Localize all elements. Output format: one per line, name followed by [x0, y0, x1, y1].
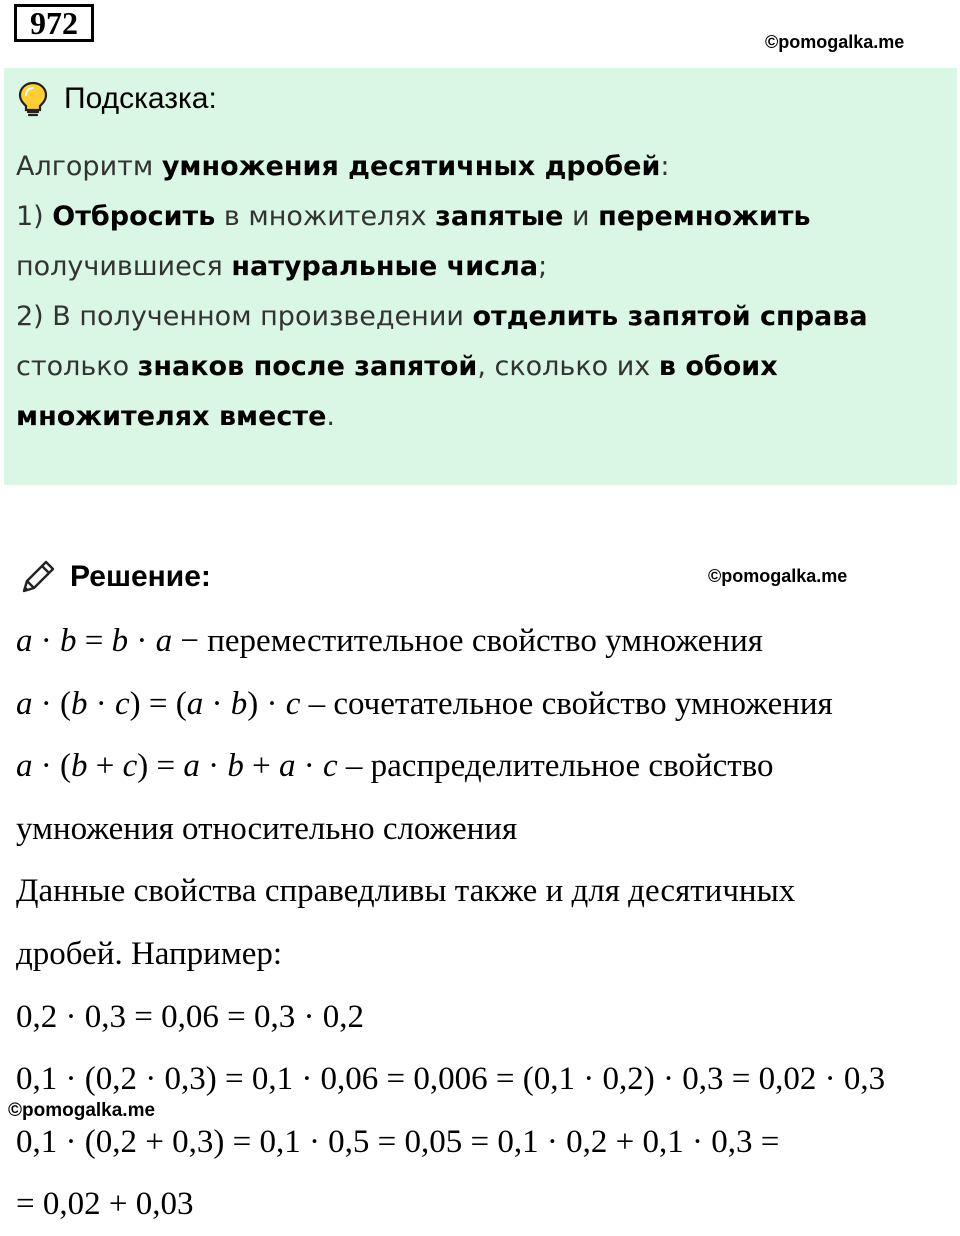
text-run: – распределительное свойство	[337, 748, 774, 785]
math-variable: b	[70, 685, 88, 722]
lightbulb-icon	[18, 81, 48, 117]
math-variable: a	[16, 623, 33, 659]
text-run: ) = (	[129, 685, 187, 722]
math-variable: a	[186, 685, 204, 722]
text-run: ) ·	[247, 685, 286, 722]
text-run: Данные свойства справедливы также и для десятичных	[16, 873, 796, 910]
emphasis-text: Отбросить	[52, 201, 216, 232]
text-run: 2) В полученном произведении	[16, 301, 473, 332]
math-variable: a	[16, 685, 33, 722]
text-run: ·	[32, 623, 60, 659]
text-run: 0,1 · (0,2 · 0,3) = 0,1 · 0,06 = 0,006 = (0,1 · 0,2) · 0,3 = 0,02 · 0,3	[16, 1061, 886, 1098]
watermark-bottom: ©pomogalka.me	[8, 1100, 156, 1121]
math-variable: c	[285, 685, 301, 722]
text-run: дробей. Например:	[16, 935, 283, 972]
watermark-middle: ©pomogalka.me	[708, 566, 848, 586]
solution-line	[16, 673, 956, 736]
emphasis-text: в обоих	[658, 351, 778, 382]
text-run: = 0,02 + 0,03	[16, 1186, 194, 1223]
hint-line	[16, 142, 916, 192]
emphasis-text: запятые	[435, 201, 564, 232]
solution-header	[18, 554, 211, 600]
text-run: получившиеся	[16, 251, 232, 282]
text-run: , сколько их	[477, 351, 659, 382]
solution-line	[16, 735, 956, 798]
text-run: 0,2 · 0,3 = 0,06 = 0,3 · 0,2	[16, 998, 364, 1035]
pencil-icon	[18, 557, 58, 597]
hint-line	[16, 392, 916, 442]
text-run: Алгоритм	[16, 151, 162, 182]
text-run: – сочетательное свойство умножения	[300, 685, 833, 722]
text-run: столько	[16, 351, 138, 382]
hint-line	[16, 342, 916, 392]
solution-line	[16, 1111, 956, 1174]
math-variable: a	[279, 748, 296, 785]
text-run: и	[563, 201, 599, 232]
math-variable: c	[114, 685, 130, 722]
text-run: · (	[32, 685, 71, 722]
hint-line	[16, 292, 916, 342]
emphasis-text: знаков после запятой	[137, 351, 478, 382]
math-variable: b	[111, 623, 129, 659]
math-variable: c	[122, 748, 138, 785]
text-run: ;	[538, 251, 548, 282]
text-run: ·	[128, 623, 156, 659]
solution-line	[16, 986, 956, 1049]
solution-title: Решение:	[70, 560, 211, 593]
text-run: ) =	[137, 748, 184, 785]
text-run: · (	[32, 748, 71, 785]
text-run: ·	[203, 685, 231, 722]
text-run: в множителях	[215, 201, 436, 232]
hint-line	[16, 192, 916, 242]
hint-title: Подсказка:	[64, 82, 217, 115]
text-run: − переместительное свойство умножения	[172, 623, 763, 659]
math-variable: a	[16, 748, 33, 785]
emphasis-text: множителях вместе	[16, 401, 327, 432]
text-run: =	[76, 623, 112, 659]
solution-line	[16, 923, 956, 986]
text-run: ·	[295, 748, 323, 785]
math-variable: b	[230, 685, 248, 722]
solution-line	[16, 1173, 956, 1236]
text-run: 1)	[16, 201, 53, 232]
text-run: +	[243, 748, 279, 785]
text-run: ·	[199, 748, 228, 785]
hint-text	[16, 142, 916, 442]
math-variable: b	[60, 623, 77, 659]
solution-line	[16, 860, 956, 923]
hint-line	[16, 242, 916, 292]
emphasis-text: отделить запятой справа	[472, 301, 868, 332]
text-run: +	[87, 748, 123, 785]
math-variable: a	[155, 623, 173, 659]
solution-line	[16, 798, 956, 861]
emphasis-text: перемножить	[598, 201, 811, 232]
text-run: 0,1 · (0,2 + 0,3) = 0,1 · 0,5 = 0,05 = 0,1 · 0,2 + 0,1 · 0,3 =	[16, 1123, 780, 1160]
problem-number: 972	[14, 4, 94, 42]
text-run: .	[326, 401, 335, 432]
math-variable: b	[70, 748, 88, 785]
solution-line	[16, 1048, 956, 1111]
math-variable: b	[227, 748, 244, 785]
emphasis-text: натуральные числа	[231, 251, 539, 282]
math-variable: a	[183, 748, 200, 785]
hint-header	[18, 76, 217, 122]
watermark-top: ©pomogalka.me	[765, 32, 905, 52]
text-run: ·	[87, 685, 115, 722]
text-run: :	[660, 151, 670, 182]
solution-line	[16, 610, 956, 673]
math-variable: c	[323, 748, 338, 785]
solution-text	[16, 610, 956, 1236]
text-run: умножения относительно сложения	[16, 810, 518, 847]
emphasis-text: умножения десятичных дробей	[161, 151, 661, 182]
